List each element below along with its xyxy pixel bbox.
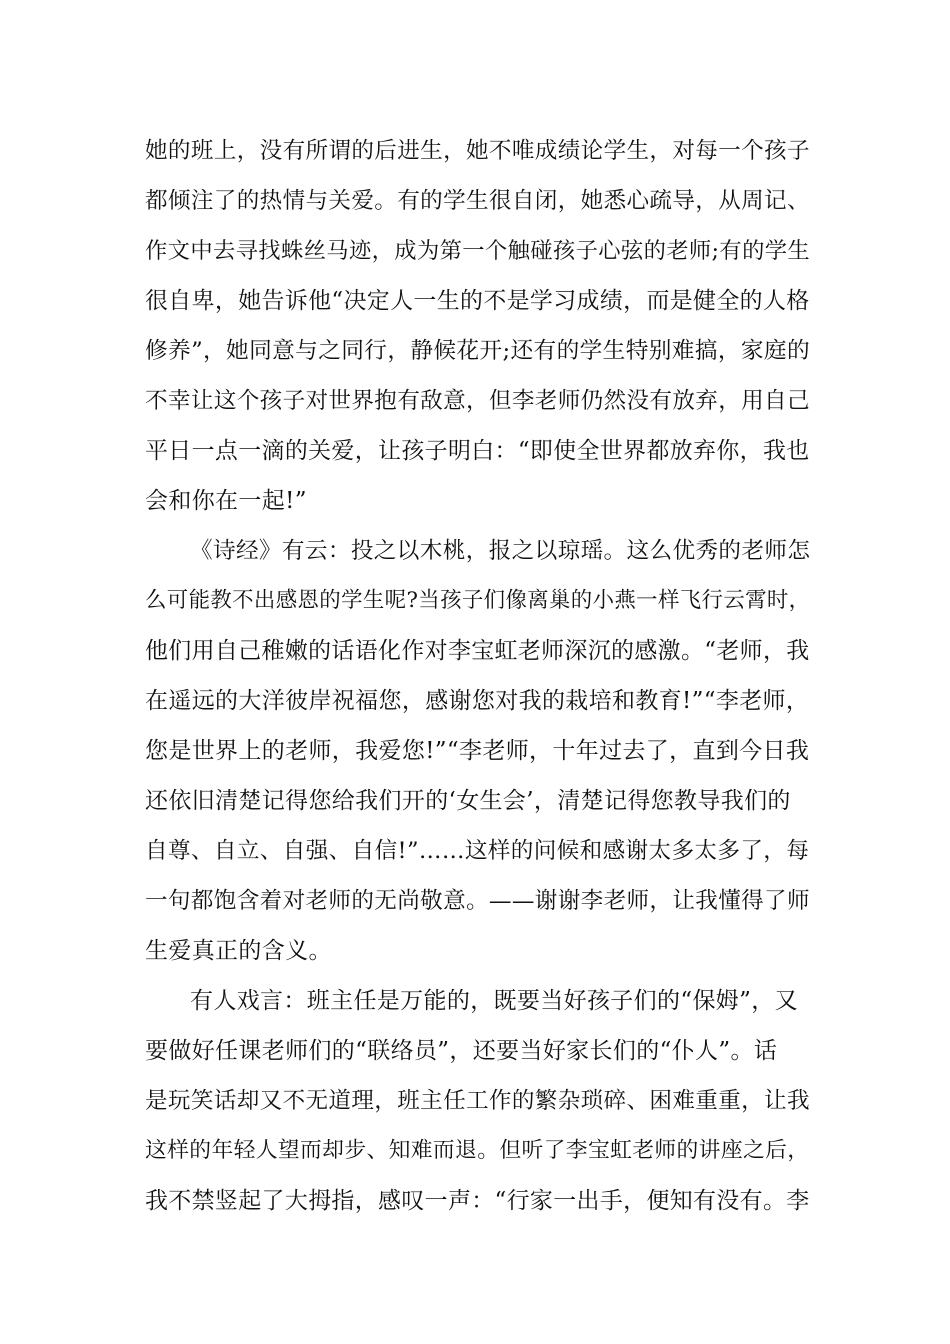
text-line: 平日一点一滴的关爱，让孩子明白：“即使全世界都放弃你，我也 (145, 438, 810, 464)
text-line: 么可能教不出感恩的学生呢?当孩子们像离巢的小燕一样飞行云霄时， (145, 588, 811, 613)
text-line: 在遥远的大洋彼岸祝福您，感谢您对我的栽培和教育!”“李老师， (145, 688, 810, 714)
text-line: 这样的年轻人望而却步、知难而退。但听了李宝虹老师的讲座之后， (145, 1138, 810, 1163)
text-line: 不幸让这个孩子对世界抱有敌意，但李老师仍然没有放弃，用自己 (145, 388, 810, 414)
text-line: 他们用自己稚嫩的话语化作对李宝虹老师深沉的感激。“老师，我 (145, 638, 810, 664)
text-line: 是玩笑话却又不无道理，班主任工作的繁杂琐碎、困难重重，让我 (145, 1088, 810, 1114)
text-line: 还依旧清楚记得您给我们开的‘女生会’，清楚记得您教导我们的 (145, 788, 791, 814)
text-line: 都倾注了的热情与关爱。有的学生很自闭，她悉心疏导，从周记、 (145, 188, 810, 214)
text-line: 生爱真正的含义。 (145, 938, 332, 964)
text-line: 修养”，她同意与之同行，静候花开;还有的学生特别难搞，家庭的 (145, 338, 810, 364)
text-line: 自尊、自立、自强、自信!”……这样的问候和感谢太多太多了，每 (145, 838, 810, 864)
text-line: 《诗经》有云：投之以木桃，报之以琼瑶。这么优秀的老师怎 (190, 538, 811, 564)
text-line: 一句都饱含着对老师的无尚敬意。——谢谢李老师，让我懂得了师 (145, 888, 810, 914)
text-line: 她的班上，没有所谓的后进生，她不唯成绩论学生，对每一个孩子 (145, 138, 810, 164)
text-line: 您是世界上的老师，我爱您!”“李老师，十年过去了，直到今日我 (145, 738, 810, 764)
text-line: 有人戏言：班主任是万能的，既要当好孩子们的“保姆”，又 (190, 988, 798, 1014)
text-line: 会和你在一起!” (145, 488, 307, 514)
text-line: 我不禁竖起了大拇指，感叹一声：“行家一出手，便知有没有。李 (145, 1188, 810, 1214)
text-line: 很自卑，她告诉他“决定人一生的不是学习成绩，而是健全的人格 (145, 288, 810, 314)
text-line: 要做好任课老师们的“联络员”，还要当好家长们的“仆人”。话 (145, 1038, 778, 1064)
text-line: 作文中去寻找蛛丝马迹，成为第一个触碰孩子心弦的老师;有的学生 (145, 238, 811, 264)
